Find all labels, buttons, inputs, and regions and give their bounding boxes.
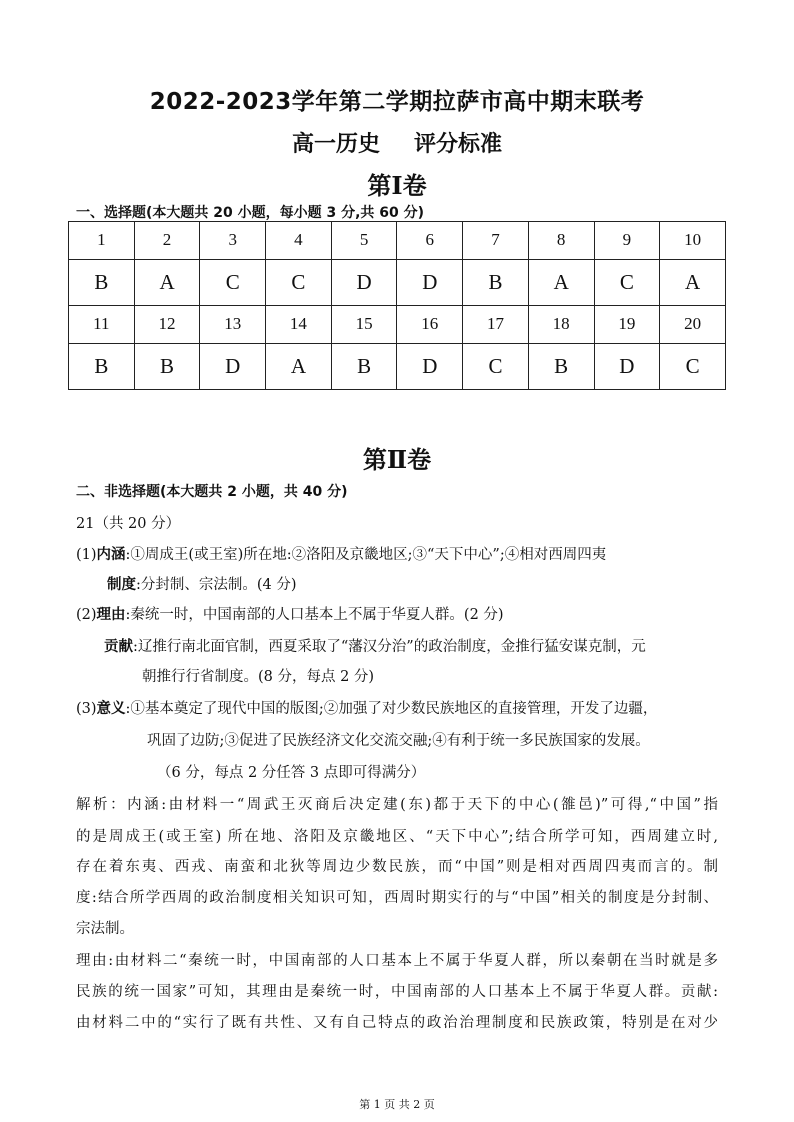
- answer-part-3-cont: 巩固了边防;③促进了民族经济文化交流交融;④有利于统一多民族国家的发展。: [147, 733, 650, 749]
- document-title: 2022-2023学年第二学期拉萨市高中期末联考: [149, 89, 645, 115]
- part-term: 制度: [107, 577, 136, 593]
- question-number: 7: [463, 222, 529, 260]
- part-text: :辽推行南北面官制，西夏采取了“藩汉分治”的政治制度，金推行猛安谋克制，元: [133, 639, 646, 655]
- analysis-line: 由材料二中的“实行了既有共性、又有自己特点的政治治理制度和民族政策，特别是在对少: [76, 1015, 718, 1031]
- part-text: :①周成王(或王室)所在地:②洛阳及京畿地区;③“天下中心”;④相对西周四夷: [125, 547, 607, 563]
- answer-letter: D: [594, 343, 660, 389]
- document-subtitle: [0, 127, 794, 158]
- answer-letter: B: [528, 343, 594, 389]
- question-number: 8: [528, 222, 594, 260]
- analysis-line: 宗法制。: [76, 921, 134, 937]
- answer-part-3-scoring: （6 分，每点 2 分任答 3 点即可得满分）: [157, 765, 426, 781]
- grading-standard-label: 评分标准: [414, 132, 503, 157]
- question-number: 16: [397, 305, 463, 343]
- answer-letter: D: [397, 343, 463, 389]
- answer-part-2-contribution: [104, 637, 646, 657]
- volume-1-heading: 第Ⅰ卷: [367, 171, 427, 200]
- question-21-header: 21（共 20 分）: [76, 516, 181, 532]
- subject-label: 高一历史: [291, 132, 380, 157]
- answer-letter: B: [463, 259, 529, 305]
- answer-part-2-contribution-cont: 朝推行行省制度。(8 分，每点 2 分): [142, 669, 375, 685]
- answer-letter: D: [397, 259, 463, 305]
- part-term: 内涵: [96, 547, 126, 563]
- question-number: 17: [463, 305, 529, 343]
- answer-letter: D: [200, 343, 266, 389]
- answer-letter: B: [134, 343, 200, 389]
- answer-letter: C: [266, 259, 332, 305]
- question-number: 6: [397, 222, 463, 260]
- section-1-heading: 一、选择题(本大题共 20 小题，每小题 3 分,共 60 分): [76, 205, 425, 221]
- part-term: 意义: [96, 701, 126, 717]
- question-number: 13: [200, 305, 266, 343]
- answer-table: [68, 221, 726, 390]
- question-number: 3: [200, 222, 266, 260]
- answer-letter: B: [69, 259, 135, 305]
- answer-part-2-reason: [76, 605, 504, 625]
- answer-table-row: [69, 305, 726, 343]
- question-number: 20: [660, 305, 726, 343]
- part-term: 理由: [96, 607, 126, 623]
- section-2-heading: 二、非选择题(本大题共 2 小题，共 40 分): [76, 484, 348, 500]
- answer-part-1-content: [76, 545, 606, 565]
- question-number: 10: [660, 222, 726, 260]
- answer-part-3-significance: [76, 699, 657, 719]
- part-text: :分封制、宗法制。(4 分): [136, 577, 297, 593]
- answer-letter: C: [463, 343, 529, 389]
- question-number: 4: [266, 222, 332, 260]
- answer-table-row: [69, 259, 726, 305]
- question-number: 19: [594, 305, 660, 343]
- question-number: 18: [528, 305, 594, 343]
- answer-letter: D: [331, 259, 397, 305]
- question-number: 12: [134, 305, 200, 343]
- answer-letter: A: [528, 259, 594, 305]
- answer-table-row: [69, 343, 726, 389]
- page-number: 第 1 页 共 2 页: [359, 1098, 435, 1111]
- analysis-line: 存在着东夷、西戎、南蛮和北狄等周边少数民族，而“中国”则是相对西周四夷而言的。制: [76, 859, 718, 875]
- question-number: 1: [69, 222, 135, 260]
- answer-letter: C: [660, 343, 726, 389]
- question-number: 5: [331, 222, 397, 260]
- part-term: 贡献: [104, 639, 133, 655]
- part-label: (1): [76, 547, 97, 563]
- part-label: (2): [76, 607, 97, 623]
- analysis-line: 解析：内涵:由材料一“周武王灭商后决定建(东)都于天下的中心(雒邑)”可得,“中国”指: [76, 797, 718, 813]
- question-number: 9: [594, 222, 660, 260]
- analysis-line: 民族的统一国家”可知，其理由是秦统一时，中国南部的人口基本上不属于华夏人群。贡献:: [76, 984, 718, 1000]
- analysis-line: 度:结合所学西周的政治制度相关知识可知，西周时期实行的与“中国”相关的制度是分封制、: [76, 890, 718, 906]
- answer-letter: A: [266, 343, 332, 389]
- part-text: :秦统一时，中国南部的人口基本上不属于华夏人群。(2 分): [125, 607, 504, 623]
- answer-part-1-system: [107, 575, 297, 595]
- answer-letter: C: [200, 259, 266, 305]
- question-number: 14: [266, 305, 332, 343]
- answer-table-row: [69, 222, 726, 260]
- question-number: 15: [331, 305, 397, 343]
- analysis-line: 的是周成王(或王室) 所在地、洛阳及京畿地区、“天下中心”;结合所学可知，西周建立时,: [76, 829, 718, 845]
- question-number: 2: [134, 222, 200, 260]
- answer-letter: A: [134, 259, 200, 305]
- answer-letter: C: [594, 259, 660, 305]
- volume-2-heading: 第Ⅱ卷: [362, 445, 432, 474]
- answer-letter: A: [660, 259, 726, 305]
- answer-letter: B: [331, 343, 397, 389]
- question-number: 11: [69, 305, 135, 343]
- analysis-line: 理由:由材料二“秦统一时，中国南部的人口基本上不属于华夏人群，所以秦朝在当时就是多: [76, 953, 718, 969]
- part-text: :①基本奠定了现代中国的版图;②加强了对少数民族地区的直接管理，开发了边疆，: [125, 701, 658, 717]
- answer-letter: B: [69, 343, 135, 389]
- part-label: (3): [76, 701, 97, 717]
